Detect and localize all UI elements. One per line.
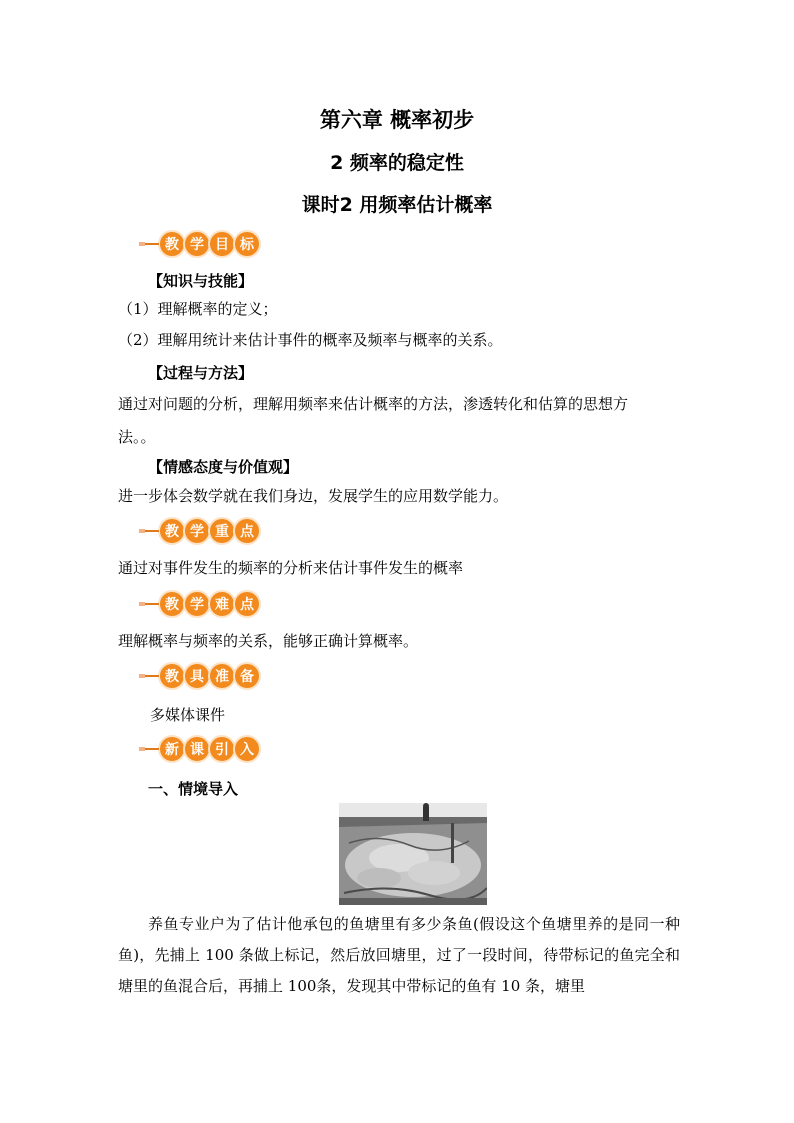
banner-char: 点 xyxy=(233,517,261,545)
banner-char: 学 xyxy=(183,590,211,618)
banner-char: 备 xyxy=(233,662,261,690)
banner-decoration xyxy=(145,530,159,532)
process-text-line2: 法。。 xyxy=(118,428,156,446)
banner-char: 难 xyxy=(208,590,236,618)
process-heading: 【过程与方法】 xyxy=(148,364,254,382)
tools-text: 多媒体课件 xyxy=(150,706,226,724)
banner-char: 具 xyxy=(183,662,211,690)
attitude-text: 进一步体会数学就在我们身边，发展学生的应用数学能力。 xyxy=(118,487,509,505)
key-point-text: 通过对事件发生的频率的分析来估计事件发生的概率 xyxy=(118,559,464,577)
key-point-banner xyxy=(145,517,261,545)
lesson-title: 课时2 用频率估计概率 xyxy=(301,194,493,216)
banner-char: 新 xyxy=(158,735,186,763)
teaching-goals-banner xyxy=(145,230,261,258)
fish-pond-photo xyxy=(339,803,487,905)
knowledge-heading: 【知识与技能】 xyxy=(148,272,254,290)
attitude-heading: 【情感态度与价值观】 xyxy=(148,458,299,476)
difficult-point-banner xyxy=(145,590,261,618)
banner-char: 引 xyxy=(208,735,236,763)
banner-char: 点 xyxy=(233,590,261,618)
banner-char: 学 xyxy=(183,517,211,545)
difficult-point-text: 理解概率与频率的关系，能够正确计算概率。 xyxy=(118,632,419,650)
banner-decoration xyxy=(145,243,159,245)
banner-char: 入 xyxy=(233,735,261,763)
banner-decoration xyxy=(145,603,159,605)
process-text-line1: 通过对问题的分析，理解用频率来估计概率的方法，渗透转化和估算的思想方 xyxy=(118,395,629,413)
banner-char: 学 xyxy=(183,230,211,258)
chapter-title: 第六章 概率初步 xyxy=(319,108,475,132)
knowledge-item-2: （2）理解用统计来估计事件的概率及频率与概率的关系。 xyxy=(118,331,503,349)
banner-char: 课 xyxy=(183,735,211,763)
banner-char: 重 xyxy=(208,517,236,545)
intro-banner xyxy=(145,735,261,763)
intro-paragraph: 养鱼专业户为了估计他承包的鱼塘里有多少条鱼(假设这个鱼塘里养的是同一种鱼)，先捕上 100 条做上标记，然后放回塘里，过了一段时间，待带标记的鱼完全和塘里的鱼混合后，再捕上 100条，发现其中带标记的鱼有 10 条，塘里 xyxy=(118,915,680,995)
banner-char: 教 xyxy=(158,590,186,618)
section-title: 2 频率的稳定性 xyxy=(330,152,464,174)
banner-char: 标 xyxy=(233,230,261,258)
tools-banner xyxy=(145,662,261,690)
banner-char: 教 xyxy=(158,230,186,258)
banner-char: 教 xyxy=(158,662,186,690)
banner-char: 准 xyxy=(208,662,236,690)
banner-char: 目 xyxy=(208,230,236,258)
intro-heading: 一、情境导入 xyxy=(148,780,239,798)
banner-decoration xyxy=(145,675,159,677)
knowledge-item-1: （1）理解概率的定义； xyxy=(118,300,278,318)
banner-decoration xyxy=(145,748,159,750)
banner-char: 教 xyxy=(158,517,186,545)
